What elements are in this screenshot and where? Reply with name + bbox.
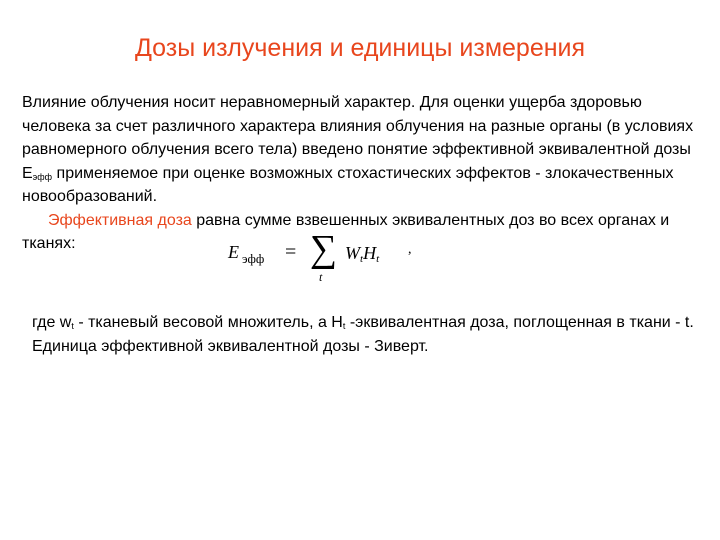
weight-symbol: W — [345, 243, 360, 263]
explanation-text-middle: - тканевый весовой множитель, а H — [73, 314, 343, 331]
effective-dose-formula — [228, 228, 448, 292]
intro-text-continued: применяемое при оценке возможных стохастических эффектов - злокачественных новообразований. — [22, 164, 674, 205]
intro-paragraph — [22, 91, 712, 256]
dose-subscript: t — [376, 253, 380, 265]
formula-term — [345, 243, 379, 264]
explanation-text: где w — [32, 314, 72, 331]
weight-subscript: t — [360, 253, 364, 265]
slide-title: Дозы излучения и единицы измерения — [134, 34, 586, 62]
intro-text: Влияние облучения носит неравномерный характер. Для оценки ущерба здоровью человека за счет различного характера влияния облучения на разные органы (в условиях равномерного облучения всего тела) введено понятие эффективной эквивалентной дозы Е — [22, 94, 694, 182]
formula-lhs-subscript: эфф — [242, 251, 265, 266]
effective-dose-term: Эффективная доза — [48, 211, 192, 229]
formula-comma: , — [408, 242, 412, 257]
explanation-text-end: -эквивалентная доза, поглощенная в ткани - t. Единица эффективной эквивалентной дозы - Зиверт. — [32, 314, 694, 355]
w-subscript: t — [71, 321, 74, 331]
summation-index: t — [319, 270, 323, 284]
formula-lhs: E — [228, 242, 239, 262]
summation-symbol: ∑ — [310, 228, 338, 270]
explanation-paragraph — [32, 311, 712, 358]
h-subscript: t — [342, 321, 346, 331]
eff-subscript: эфф — [32, 171, 53, 182]
formula-equals: = — [285, 241, 297, 263]
dose-symbol: H — [363, 243, 377, 263]
definition-text: равна сумме взвешенных эквивалентных доз во всех органах и тканях: — [22, 211, 670, 252]
